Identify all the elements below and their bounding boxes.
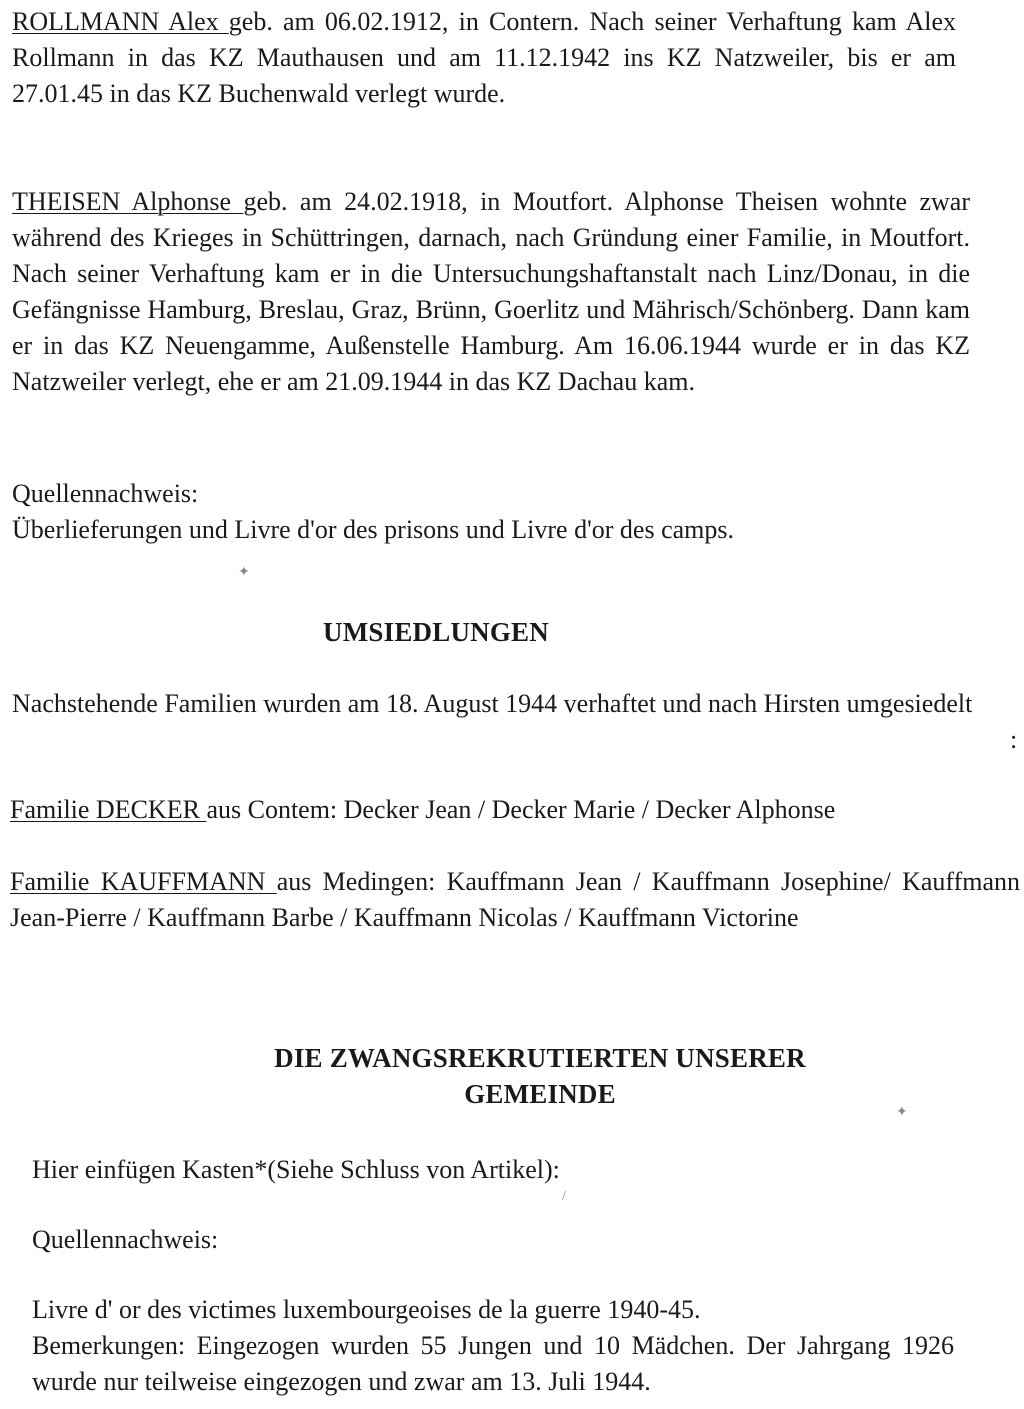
umsiedlungen-intro [12,686,1016,722]
decker-family-name: Familie DECKER [10,795,207,824]
umsiedlungen-intro-text: Nachstehende Familien wurden am 18. August 1944 verhaftet und nach Hirsten umgesiedelt [12,689,973,718]
kauffmann-family-paragraph [10,864,1020,936]
remarks-text: Bemerkungen: Eingezogen wurden 55 Jungen und 10 Mädchen. Der Jahrgang 1926 wurde nur teilweise eingezogen und zwar am 13. Juli 1944. [32,1331,954,1396]
zwangsrekrutierten-heading-line2: GEMEINDE [464,1079,616,1109]
livre-text: Livre d' or des victimes luxembourgeoises de la guerre 1940-45. [32,1295,701,1324]
rollmann-name: ROLLMANN Alex [12,7,229,36]
insert-note-text: Hier einfügen Kasten*(Siehe Schluss von Artikel): [32,1155,560,1184]
insert-note [32,1152,932,1188]
theisen-text: geb. am 24.02.1918, in Moutfort. Alphonse Theisen wohnte zwar während des Krieges in Schüttringen, darnach, nach Gründung einer Familie, in Moutfort. Nach seiner Verhaftung kam er in die Untersuchungshaftanstalt nach Linz/Donau, in die Gefängnisse Hamburg, Breslau, Graz, Brünn, Goerlitz und Mährisch/Schönberg. Dann kam er in das KZ Neuengamme, Außenstelle Hamburg. Am 16.06.1944 wurde er in das KZ Natzweiler verlegt, ehe er am 21.09.1944 in das KZ Dachau kam. [12,187,970,396]
theisen-name: THEISEN Alphonse [12,187,244,216]
sources-label-2 [32,1222,632,1258]
zwangsrekrutierten-heading [180,1040,900,1112]
umsiedlungen-heading: UMSIEDLUNGEN [323,617,549,647]
rollmann-text: geb. am 06.02.1912, in Contern. Nach seiner Verhaftung kam Alex Rollmann in das KZ Mauthausen und am 11.12.1942 ins KZ Natzweiler, bis er am 27.01.45 in das KZ Buchenwald verlegt wurde. [12,7,956,108]
decker-family-text: aus Contem: Decker Jean / Decker Marie / Decker Alphonse [206,795,836,824]
decker-family-paragraph [10,792,1015,828]
kauffmann-family-text: aus Medingen: Kauffmann Jean / Kauffmann Josephine/ Kauffmann Jean-Pierre / Kauffmann Barbe / Kauffmann Nicolas / Kauffmann Victorine [10,867,1020,932]
theisen-paragraph [12,184,970,400]
livre-line [32,1292,982,1328]
sources-label-2-text: Quellennachweis: [32,1225,219,1254]
sources-label-1: Quellennachweis: [12,479,199,508]
sources-section-1 [12,476,1002,548]
kauffmann-family-name: Familie KAUFFMANN [10,867,277,896]
scan-speck: ✦ [238,565,250,580]
remarks-paragraph [32,1328,954,1400]
stray-colon: : [1010,725,1018,754]
rollmann-paragraph [12,4,956,112]
scan-speck: / [562,1189,566,1204]
scan-speck: ✦ [896,1105,908,1120]
zwangsrekrutierten-heading-line1: DIE ZWANGSREKRUTIERTEN UNSERER [274,1043,806,1073]
sources-text-1: Überlieferungen und Livre d'or des prisons und Livre d'or des camps. [12,515,735,544]
